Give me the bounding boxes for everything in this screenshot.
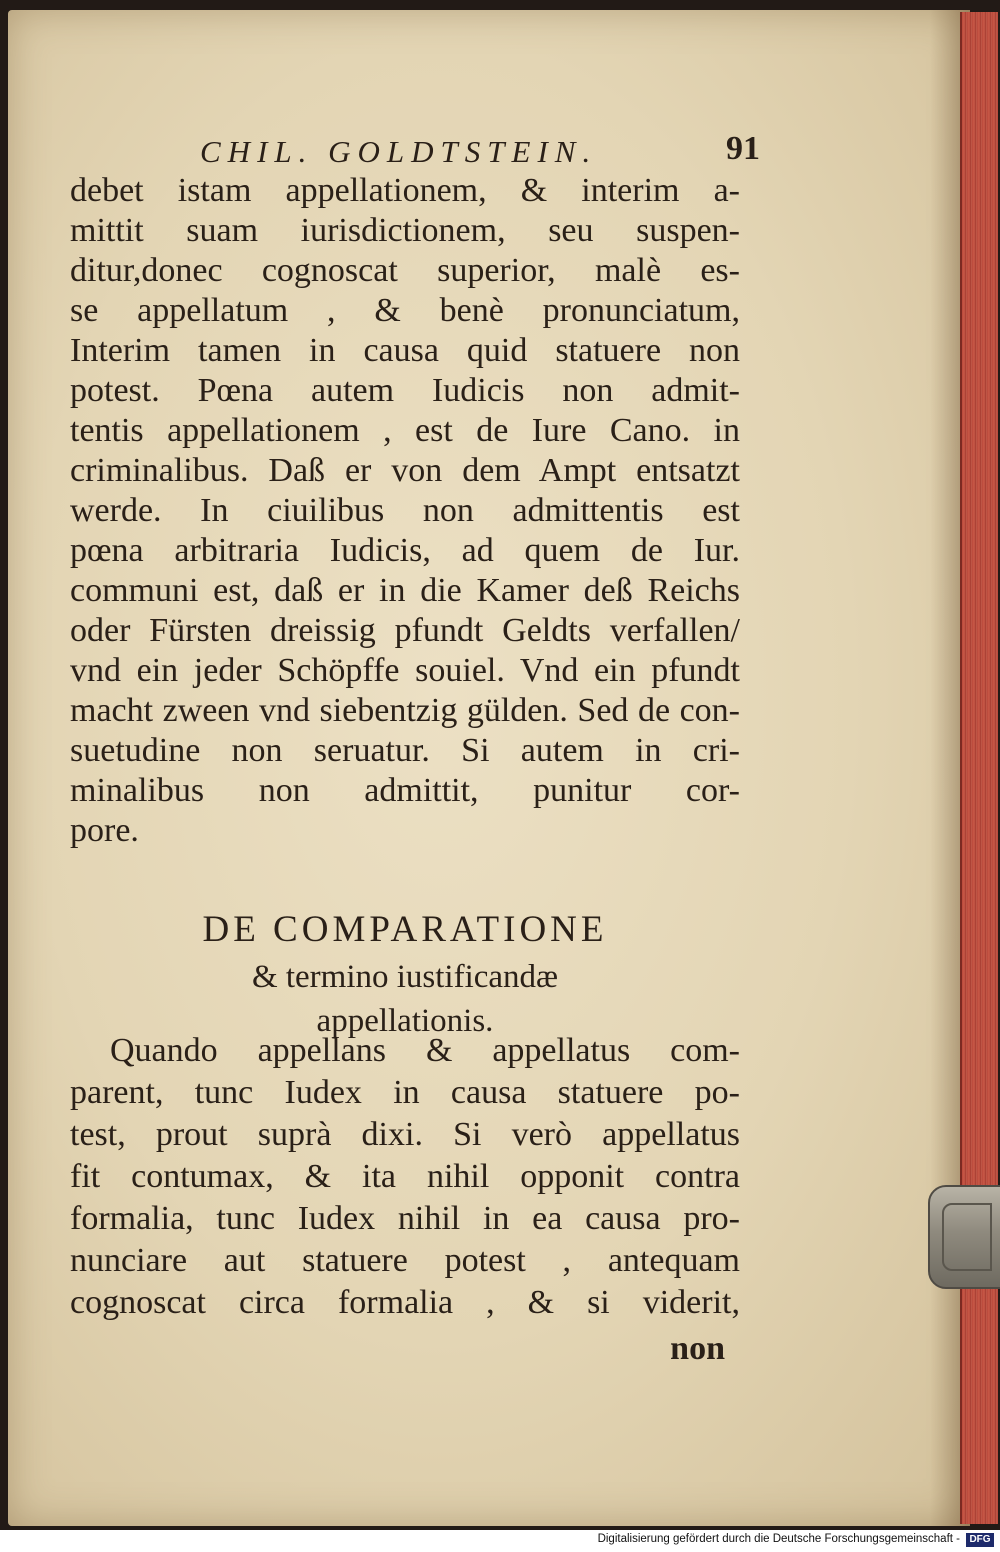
text-line: potest. Pœna autem Iudicis non admit-: [70, 372, 740, 409]
text-line: Interim tamen in causa quid statuere non: [70, 332, 740, 369]
text-line: cognoscat circa formalia , & si viderit,: [70, 1284, 740, 1321]
text-line: suetudine non seruatur. Si autem in cri-: [70, 732, 740, 769]
heading-subtitle-line-1: & termino iustificandæ: [251, 959, 559, 995]
text-line: ditur,donec cognoscat superior, malè es-: [70, 252, 740, 289]
text-line: nunciare aut statuere potest , antequam: [70, 1242, 740, 1279]
text-line: macht zween vnd siebentzig gülden. Sed de con-: [70, 692, 740, 729]
dfg-logo-icon: DFG: [966, 1533, 994, 1547]
catchword: non: [670, 1330, 725, 1367]
text-line: oder Fürsten dreissig pfundt Geldts verfallen/: [70, 612, 740, 649]
text-line: debet istam appellationem, & interim a-: [70, 172, 740, 209]
heading-subtitle-line-2: appellationis.: [316, 1003, 494, 1039]
text-line: vnd ein jeder Schöpffe souiel. Vnd ein pfundt: [70, 652, 740, 689]
text-line: tentis appellationem , est de Iure Cano. in: [70, 412, 740, 449]
text-line: se appellatum , & benè pronunciatum,: [70, 292, 740, 329]
text-line: communi est, daß er in die Kamer deß Reichs: [70, 572, 740, 609]
text-line: parent, tunc Iudex in causa statuere po-: [70, 1074, 740, 1111]
text-line: Quando appellans & appellatus com-: [110, 1032, 740, 1069]
footer-credit: Digitalisierung gefördert durch die Deutsche Forschungsgemeinschaft -: [597, 1533, 960, 1545]
text-line: test, prout suprà dixi. Si verò appellatus: [70, 1116, 740, 1153]
text-line: pœna arbitraria Iudicis, ad quem de Iur.: [70, 532, 740, 569]
text-line: formalia, tunc Iudex nihil in ea causa pro-: [70, 1200, 740, 1237]
text-line: fit contumax, & ita nihil opponit contra: [70, 1158, 740, 1195]
clasp-inner: [942, 1203, 992, 1271]
page-number: 91: [726, 130, 760, 167]
text-line: criminalibus. Daß er von dem Ampt entsatzt: [70, 452, 740, 489]
clasp-icon: [928, 1185, 1000, 1289]
heading-title: DE COMPARATIONE: [202, 909, 608, 950]
running-head-title: CHIL. GOLDTSTEIN.: [200, 134, 598, 169]
text-line: werde. In ciuilibus non admittentis est: [70, 492, 740, 529]
page-fore-edge: [960, 12, 998, 1524]
text-line: mittit suam iurisdictionem, seu suspen-: [70, 212, 740, 249]
footer-bar: [0, 1530, 1000, 1552]
text-line: minalibus non admittit, punitur cor-: [70, 772, 740, 809]
text-line: pore.: [70, 812, 139, 849]
section-heading: [70, 905, 740, 1043]
